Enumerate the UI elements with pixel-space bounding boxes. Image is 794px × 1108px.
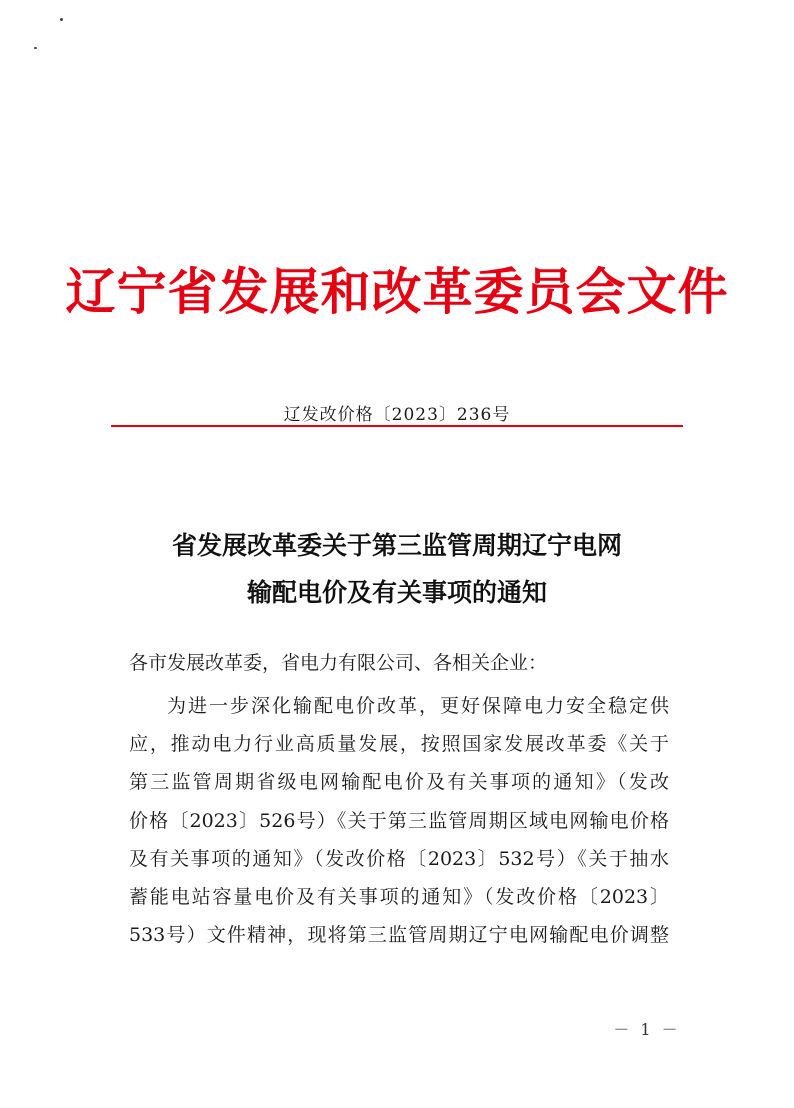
document-number: 辽发改价格〔2023〕236号 (283, 405, 511, 425)
body-line: 应，推动电力行业高质量发展，按照国家发展改革委《关于 (129, 733, 669, 756)
notice-title-line: 输配电价及有关事项的通知 (246, 578, 547, 607)
red-separator-line (111, 425, 683, 427)
scan-speck (34, 47, 37, 49)
body-line: 533号）文件精神，现将第三监管周期辽宁电网输配电价调整 (129, 924, 669, 947)
notice-title-line: 省发展改革委关于第三监管周期辽宁电网 (171, 531, 622, 560)
body-paragraph (129, 693, 669, 960)
notice-title (0, 522, 794, 616)
issuing-authority-title: 辽宁省发展和改革委员会文件 (65, 262, 729, 321)
body-line: 第三监管周期省级电网输配电价及有关事项的通知》（发改 (129, 771, 669, 794)
body-line: 及有关事项的通知》（发改价格〔2023〕532号）《关于抽水 (129, 847, 669, 870)
page-number: － 1 － (613, 1020, 681, 1039)
body-line: 价格〔2023〕526号）《关于第三监管周期区域电网输电价格 (129, 809, 669, 832)
salutation: 各市发展改革委，省电力有限公司、各相关企业： (129, 652, 548, 674)
body-line: 为进一步深化输配电价改革，更好保障电力安全稳定供 (167, 695, 669, 717)
body-line: 蓄能电站容量电价及有关事项的通知》（发改价格〔2023〕 (129, 885, 669, 908)
scan-speck (60, 18, 63, 21)
